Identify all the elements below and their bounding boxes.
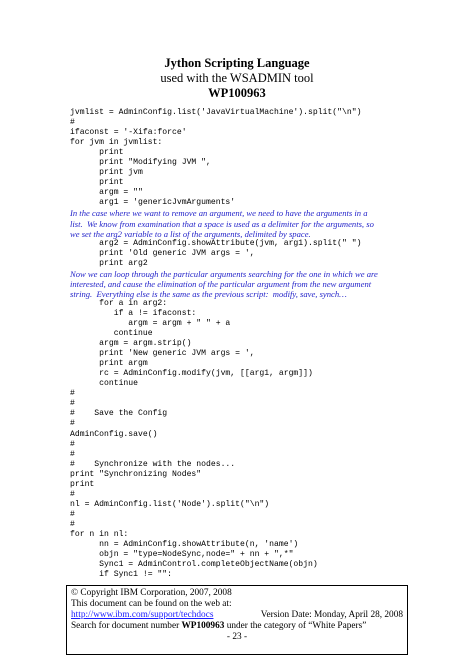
code-line: # xyxy=(70,118,75,128)
code-line: for jvm in jvmlist: xyxy=(70,138,163,148)
code-line: # xyxy=(70,419,75,429)
code-line: # Synchronize with the nodes... xyxy=(70,459,236,469)
explanation-line: list. We know from examination that a space is used as a delimiter for the arguments, so xyxy=(70,218,374,229)
code-line: AdminConfig.save() xyxy=(70,429,158,439)
code-line: # xyxy=(70,449,75,459)
code-line: for n in nl: xyxy=(70,529,129,539)
explanation-line: interested, and cause the elimination of the particular argument from the new argument xyxy=(70,278,372,289)
document-subtitle: used with the WSADMIN tool xyxy=(160,71,314,85)
code-line: print 'Old generic JVM args = ', xyxy=(70,248,255,258)
explanation-line: In the case where we want to remove an argument, we need to have the arguments in a xyxy=(70,208,368,219)
code-line: if Sync1 != "": xyxy=(70,570,172,580)
explanation-line: Now we can loop through the particular arguments searching for the one in which we are xyxy=(70,268,378,279)
code-line: rc = AdminConfig.modify(jvm, [[arg1, argm]]) xyxy=(70,369,313,379)
copyright-line: © Copyright IBM Corporation, 2007, 2008 xyxy=(71,588,232,598)
code-line: # xyxy=(70,389,75,399)
script-listing xyxy=(70,108,450,580)
code-line: nl = AdminConfig.list('Node').split("\n") xyxy=(70,499,270,509)
code-line: print "Synchronizing Nodes" xyxy=(70,469,202,479)
code-line: # Save the Config xyxy=(70,409,168,419)
search-docnum: WP100963 xyxy=(181,621,225,631)
code-line: # xyxy=(70,399,75,409)
code-line: print "Modifying JVM ", xyxy=(70,158,211,168)
code-line: arg1 = 'genericJvmArguments' xyxy=(70,198,236,208)
code-line: print argm xyxy=(70,359,148,369)
code-line: continue xyxy=(70,329,153,339)
code-line: ifaconst = '-Xifa:force' xyxy=(70,128,187,138)
search-line xyxy=(71,621,403,632)
code-line: Sync1 = AdminControl.completeObjectName(objn) xyxy=(70,560,318,570)
techdocs-link[interactable]: http://www.ibm.com/support/techdocs xyxy=(71,610,214,620)
code-line: # xyxy=(70,439,75,449)
document-id: WP100963 xyxy=(208,86,266,100)
url-version-line xyxy=(71,610,403,621)
code-line: nn = AdminConfig.showAttribute(n, 'name') xyxy=(70,540,299,550)
page-number: - 23 - xyxy=(226,632,248,642)
code-line: objn = "type=NodeSync,node=" + nn + ",*" xyxy=(70,550,294,560)
code-line: argm = argm.strip() xyxy=(70,339,192,349)
code-line: # xyxy=(70,489,75,499)
code-line: arg2 = AdminConfig.showAttribute(jvm, arg1).split(" ") xyxy=(70,238,362,248)
code-line: print jvm xyxy=(70,168,143,178)
code-line: for a in arg2: xyxy=(70,298,168,308)
code-line: argm = argm + " " + a xyxy=(70,318,231,328)
document-title: Jython Scripting Language xyxy=(164,56,310,70)
document-footer xyxy=(66,585,408,655)
search-prefix: Search for document number xyxy=(71,621,182,631)
code-line: argm = "" xyxy=(70,188,143,198)
search-suffix: under the category of “White Papers” xyxy=(224,621,367,631)
code-line: jvmlist = AdminConfig.list('JavaVirtualMachine').split("\n") xyxy=(70,108,362,117)
document-header xyxy=(0,56,474,101)
code-line: print arg2 xyxy=(70,258,148,268)
code-line: print xyxy=(70,479,95,489)
version-date: Version Date: Monday, April 28, 2008 xyxy=(260,610,403,620)
code-line: # xyxy=(70,509,75,519)
explanation-line: string. Everything else is the same as the previous script: modify, save, synch… xyxy=(70,288,347,299)
code-line: continue xyxy=(70,379,138,389)
location-line: This document can be found on the web at: xyxy=(71,599,232,609)
code-line: if a != ifaconst: xyxy=(70,308,197,318)
code-line: print xyxy=(70,178,124,188)
code-line: print 'New generic JVM args = ', xyxy=(70,349,255,359)
code-line: print xyxy=(70,148,124,158)
explanation-line: we set the arg2 variable to a list of the arguments, delimited by space. xyxy=(70,228,311,239)
code-line: # xyxy=(70,519,75,529)
